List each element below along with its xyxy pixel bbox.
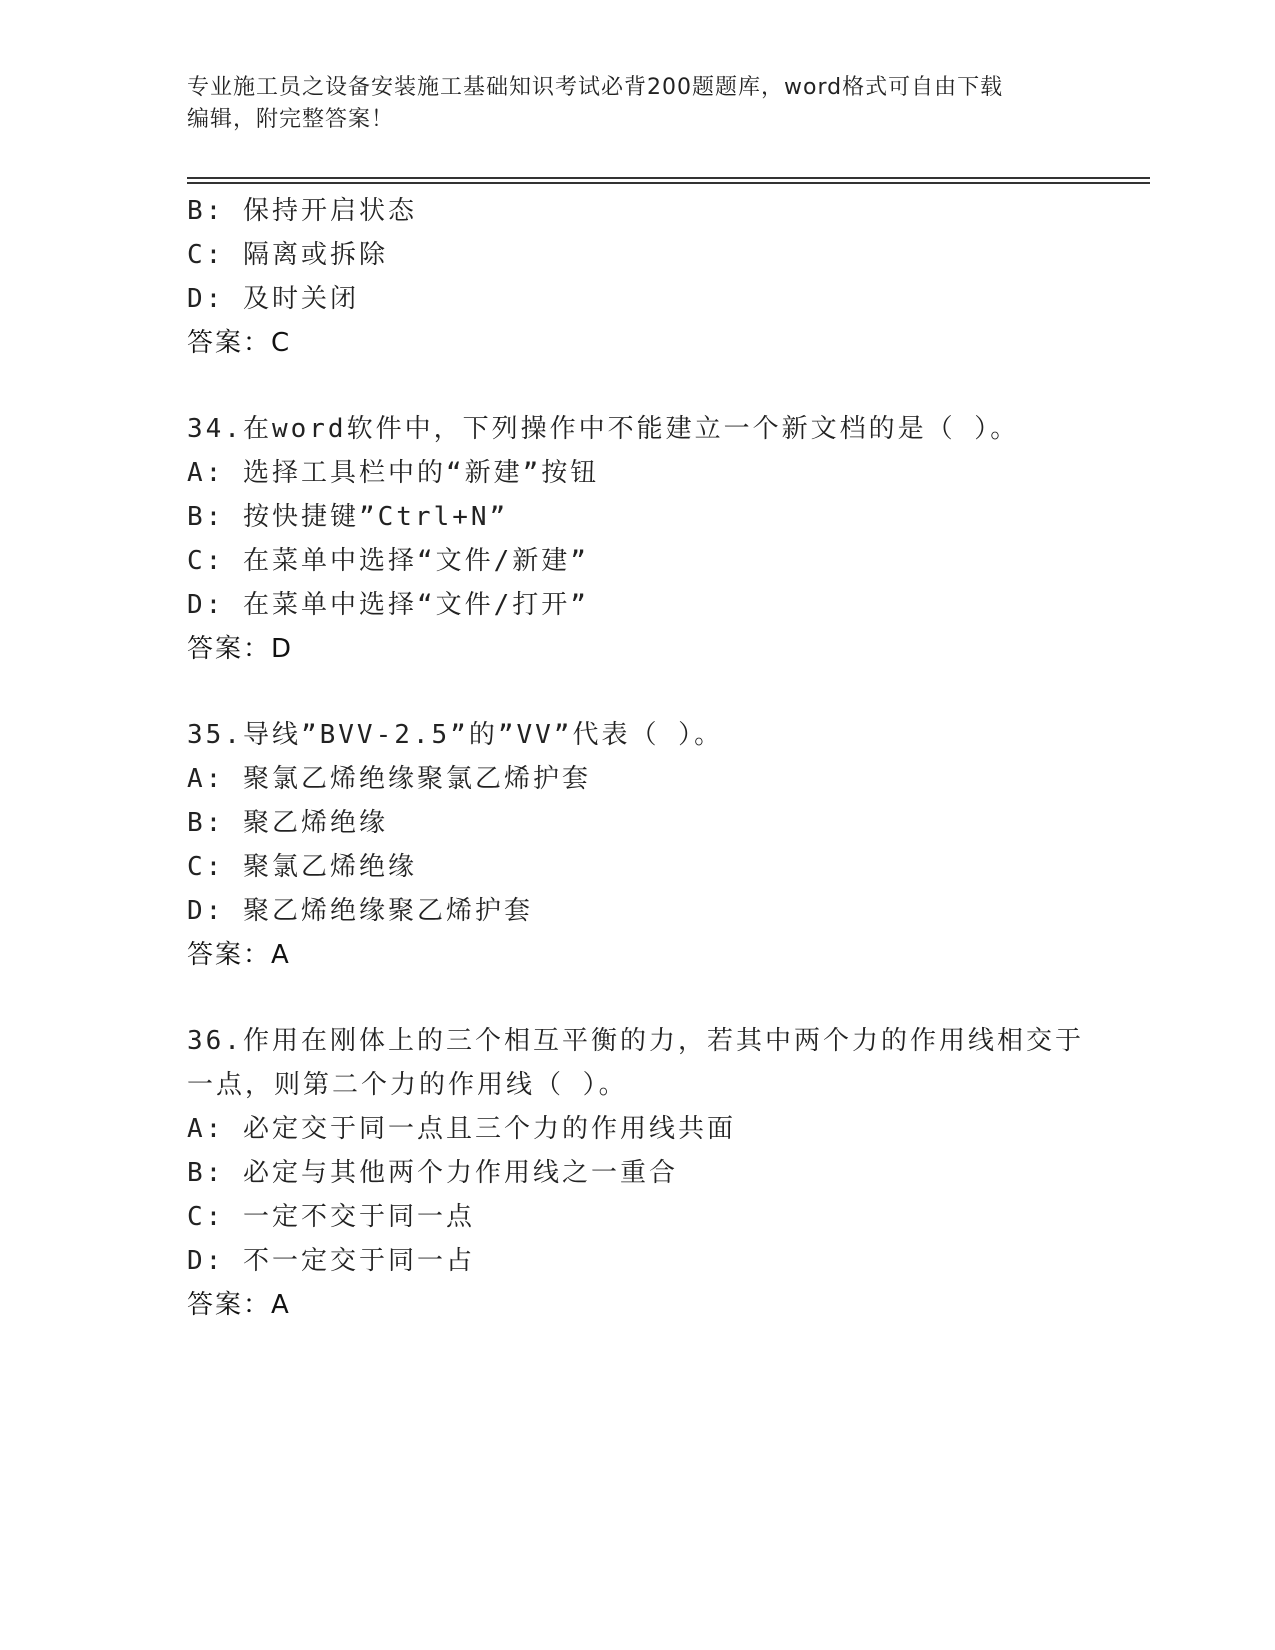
- header-divider-top: [187, 177, 1150, 179]
- q34-question: 34.在word软件中，下列操作中不能建立一个新文档的是（ ）。: [187, 414, 1020, 444]
- header-line-1: 专业施工员之设备安装施工基础知识考试必背200题题库，word格式可自由下载: [187, 75, 1004, 100]
- q34-option-a: A: 选择工具栏中的“新建”按钮: [187, 458, 600, 488]
- q34-option-d: D: 在菜单中选择“文件/打开”: [187, 590, 589, 620]
- q34-option-c: C: 在菜单中选择“文件/新建”: [187, 546, 589, 576]
- q35-option-a: A: 聚氯乙烯绝缘聚氯乙烯护套: [187, 764, 591, 794]
- q33-option-d: D: 及时关闭: [187, 284, 359, 314]
- q33-answer: 答案：C: [187, 328, 292, 358]
- q33-option-b: B: 保持开启状态: [187, 196, 417, 226]
- q33-option-c: C: 隔离或拆除: [187, 240, 388, 270]
- header-divider-bottom: [187, 182, 1150, 184]
- q35-answer: 答案：A: [187, 940, 291, 970]
- q35-option-d: D: 聚乙烯绝缘聚乙烯护套: [187, 896, 533, 926]
- q36-answer: 答案：A: [187, 1290, 291, 1320]
- q34-option-b: B: 按快捷键”Ctrl+N”: [187, 502, 509, 532]
- q34-answer: 答案：D: [187, 634, 294, 664]
- q36-question-line-2: 一点，则第二个力的作用线（ ）。: [187, 1070, 628, 1100]
- q35-option-c: C: 聚氯乙烯绝缘: [187, 852, 417, 882]
- q36-option-a: A: 必定交于同一点且三个力的作用线共面: [187, 1114, 736, 1144]
- document-header: [187, 72, 1087, 136]
- q36-option-c: C: 一定不交于同一点: [187, 1202, 475, 1232]
- q36-option-b: B: 必定与其他两个力作用线之一重合: [187, 1158, 678, 1188]
- q36-option-d: D: 不一定交于同一占: [187, 1246, 475, 1276]
- q35-question: 35.导线”BVV-2.5”的”VV”代表（ ）。: [187, 720, 724, 750]
- header-line-2: 编辑，附完整答案！: [187, 107, 395, 132]
- q36-question-line-1: 36.作用在刚体上的三个相互平衡的力，若其中两个力的作用线相交于: [187, 1026, 1084, 1056]
- q35-option-b: B: 聚乙烯绝缘: [187, 808, 388, 838]
